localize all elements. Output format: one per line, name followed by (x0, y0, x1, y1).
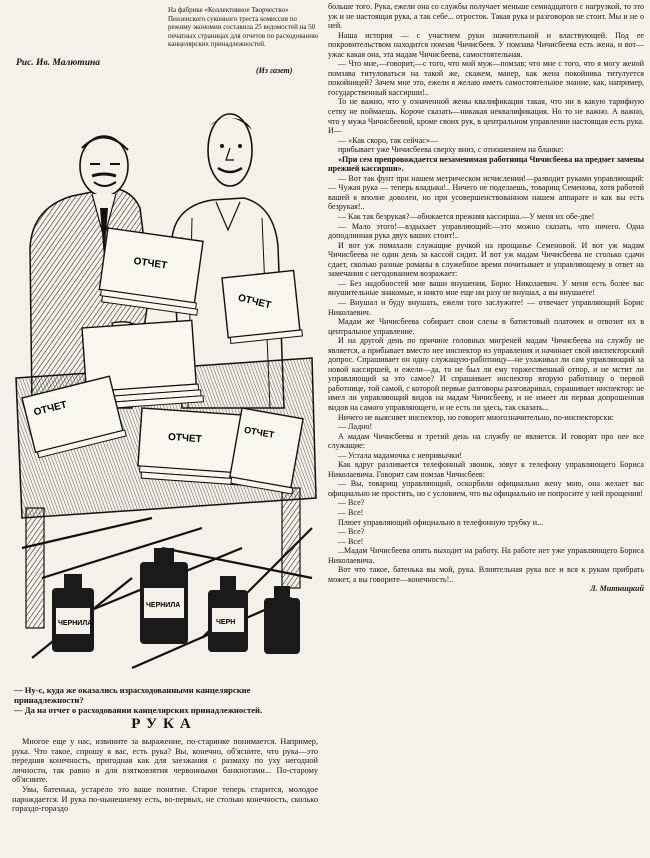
paragraph: — Все? (338, 527, 365, 537)
paragraph: — Все! (338, 507, 364, 517)
ink-label: ЧЕРН (216, 619, 236, 626)
article-body-right (328, 2, 644, 856)
cartoon-illustration (12, 78, 318, 678)
source-note: (Из газет) (256, 66, 293, 75)
paragraph: И вот уж помахали служащие ручкой на прощанье Семеновой. И вот уж мадам Чичисбеева не один день за кассой сидит. И вот уж мадам Чичисбеева не столько сдачи сдает, сколько разные романы в служебное время почитывает и управляющему в ответ на замечания с негодованием возражает: (328, 240, 644, 279)
paragraph: «При сем препровождается незаменимая работница Чичисбеева на предмет замены прежней кассирши». (328, 154, 644, 174)
article-body-left (12, 737, 318, 814)
paragraph: — Ладно! (338, 422, 373, 432)
left-column (8, 4, 320, 854)
paragraph: То не важно, что у означенной жены квалификация такая, что ни в какую тарифную сетку не поймаешь. Короче сказать—никакая неквалификация. Но то не важно. А важно, что у мужа Чичисбеевой, кроме своих рук, в центральном управлении настоящая есть рука. И— (328, 97, 644, 136)
paragraph: А мадам Чичисбеева и третий день на службу не является. И говорят про нее все служащие: (328, 431, 644, 451)
caption-line: — Да на отчет о расходовании канцелярских принадлежностей. (14, 705, 263, 715)
paragraph: — Вы, товарищ управляющий, оскорбили официально жену мою, она желает вас официально не простить, но с условием, что вы официально не попросите у ней прощения! (328, 479, 644, 498)
author-signature: Л. Митницкий (590, 584, 644, 594)
paragraph: — «Как скоро, так сейчас»— (338, 135, 438, 145)
paragraph: Плюет управляющий официально в телефонную трубку и... (338, 517, 544, 527)
paragraph: Как вдруг разливается телефонный звонок, зовут к телефону управляющего Бориса Николаевича. Говорит сам помзав Чичисбеев: (328, 460, 644, 479)
report-label: ОТЧЕТ (32, 399, 69, 419)
paragraph: — Внушал и буду внушать, ежели того заслужите! — отвечает управляющий Борис Николаевич. (328, 297, 644, 317)
report-label: ОТЧЕТ (167, 431, 203, 446)
caption-line: — Ну-с, куда же оказались израсходованными канцелярские принадлежности? (14, 685, 251, 705)
paragraph: — Мало этого!—вздыхает управляющий:—это можно сказать, что ничего. Одна доподлинная рука двух ваших стоит!.. (328, 221, 644, 241)
ink-label: ЧЕРНИЛА (58, 620, 93, 627)
ink-label: ЧЕРНИЛА (146, 602, 181, 609)
report-label: ОТЧЕТ (132, 255, 168, 272)
paragraph: прибывает уже Чичисбеева сверху вниз, с отношением на бланке: (338, 145, 564, 155)
paragraph: — Без надобностей мне ваши внушения, Борис Николаевич. У меня есть более вас внушительные знакомые, и никто мне еще ни разу не внушал, а вы внушаете! (328, 278, 644, 298)
paragraph: И на другой день по причине головных мигреней мадам Чичисбеева на службу не является, а прибывает вместо нее инспектор из управления и начинает свой инспекторский допрос. Спрашивает он одну служащую-работницу—не ухаживал ли сам управляющий за новой кассиршей, и ежели—да, то не был ли ему торжественный отпор, и не мстит ли управляющий за это самое? И спрашивает инспектор вторую работницу о первой работнице, той самой, с которой первые разговоры разговаривал, спрашивает инспектор: не имел ли управляющий видов на мадам Чичисбееву, и не имеет ли первая допрошенная видов на самого управляющего, и не есть ли здесь, так сказать... (328, 336, 644, 412)
paragraph: Увы, батенька, устарело это ваше понятие. Старое теперь старится, молодое нарождается. И рука по-нынешнему есть, во-первых, не столько конечность, сколько гораздо-гораздо (12, 784, 318, 814)
paragraph: Ничего не выясняет инспектор, но говорит многозначительно, по-инспекторски: (338, 412, 614, 422)
paragraph: Вот что такое, батенька вы мой, рука. Влиятельная рука все и вся к рукам прибрать может, а вы говорите—конечность!.. (328, 565, 644, 584)
report-label: ОТЧЕТ (243, 424, 275, 440)
paragraph: — Все! (338, 536, 364, 546)
paragraph: — Устала мадамочка с непривычки! (338, 450, 463, 460)
news-note: На фабрике «Коллективное Творчество» Пензенского суконного треста комиссия по режиму экономии составила 25 ведомостей на 50 печатных страницах для отчетов по расходованию канцелярских принадлежностей. (168, 6, 319, 49)
paragraph: — Как так безрукая?—обижается прежняя кассирша.—У меня их обе-две! (338, 212, 595, 222)
paragraph: Многое еще у нас, извините за выражение, по-старинке понимается. Например, рука. Что такое, спрошу я вас, есть рука? Вы, конечно, об'ясните, что рука—это передняя конечность, пригодная как для заезжания с размаху по уху негодной личности, так равно и для взятковзятия червонными банкнотами... По-старому об'ясните. (12, 737, 318, 785)
cartoon-caption (14, 685, 318, 715)
paragraph: ...Мадам Чичисбеева опять выходит на работу. На работе нет уже управляющего Бориса Николаевича. (328, 546, 644, 565)
paragraph: Мадам же Чичисбеева собирает свои слезы в батистовый платочек и отвозит их в центральное управление. (328, 317, 644, 336)
paragraph: — Вот так фунт при нашем метрическом исчислении!—разводит руками управляющий: — Чужая рука — теперь владыка!.. Ничего не поделаешь, товарищ Семенова, хотя работой вашей я вполне доволен, но при усовершенствованном нашем аппарате и как вы есть безрукая!.. (328, 173, 644, 212)
report-label: ОТЧЕТ (236, 292, 273, 312)
paragraph: — Все? (338, 498, 365, 508)
paragraph: больше того. Рука, ежели она со службы получает меньше семнадцатого с нагрузкой, то это уж и не настоящая рука, а так себе... отросток. Такая рука и разговоров не стоит. Мы и не о ней. (328, 2, 644, 31)
paragraph: — Что мне,—говорит,—с того, что мой муж—помзав; что мне с того, что я могу женой помзава титуловаться на такой же, скажем, манер, как жена покойника титулуется покойницей? Зачем мне это, ежели я желаю иметь самостоятельное знание, как, например, государственный кассирши!.. (328, 59, 644, 97)
illustration-credit: Рис. Ив. Малютина (16, 58, 101, 68)
paragraph: Наша история — с участием руки значительной и властвующей. Под ее покровительством находится помзав Чичисбеев. У помзава Чичисбеева есть жена, и вот—ужас какая она, эта мадам Чичисбеева, самостоятельная. (328, 30, 644, 59)
article-title: РУКА (131, 716, 197, 732)
